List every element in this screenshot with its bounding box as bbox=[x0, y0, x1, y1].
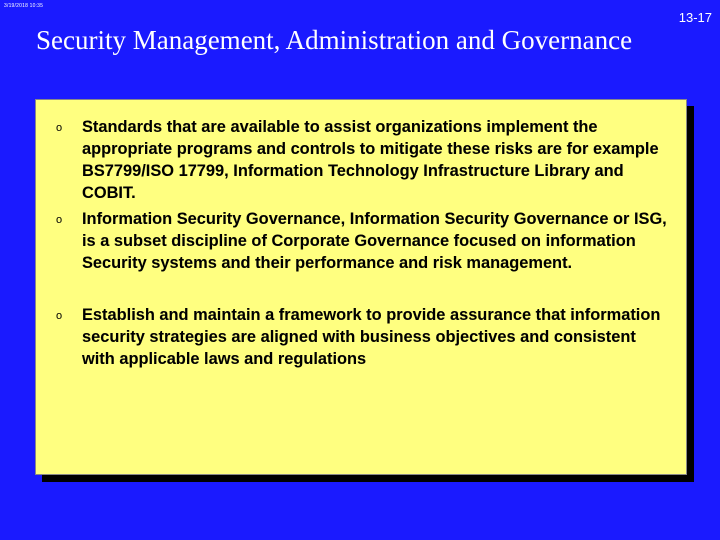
timestamp: 3/19/2018 10:35 bbox=[4, 3, 44, 9]
bullet-marker-icon: o bbox=[56, 310, 63, 322]
bullet-text: Standards that are available to assist organizations implement the appropriate programs and controls to mitigate these risks are for example BS7799/ISO 17799, Information Technology Infrastructure Library and COBIT. bbox=[82, 118, 659, 202]
content-panel bbox=[35, 99, 687, 475]
bullet-text: Information Security Governance, Information Security Governance or ISG, is a subset discipline of Corporate Governance focused on information Security systems and their performance and risk management. bbox=[82, 210, 667, 272]
slide-number: 13-17 bbox=[678, 10, 712, 25]
bullet-marker-icon: o bbox=[56, 122, 63, 134]
slide-title: Security Management, Administration and Governance bbox=[36, 25, 633, 55]
bullet-marker-icon: o bbox=[56, 214, 63, 226]
bullet-text: Establish and maintain a framework to provide assurance that information security strategies are aligned with business objectives and consistent with applicable laws and regulations bbox=[82, 306, 661, 368]
